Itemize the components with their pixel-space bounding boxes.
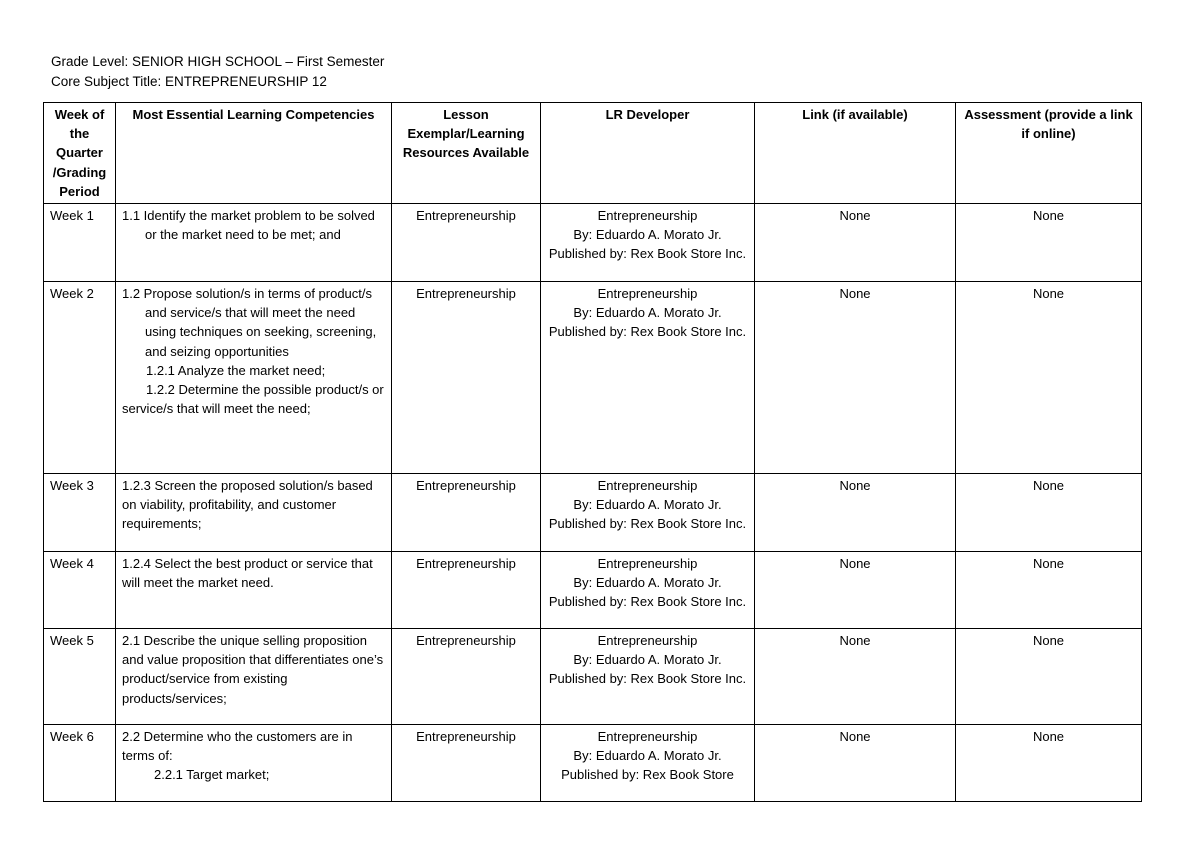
- developer-publisher: Published by: Rex Book Store Inc.: [548, 671, 747, 687]
- competency-cell: 1.2.3 Screen the proposed solution/s based on viability, profitability, and customer requirements;: [116, 474, 392, 552]
- table-row: [44, 204, 1142, 282]
- col-header-lesson: Lesson Exemplar/Learning Resources Available: [392, 103, 541, 204]
- assessment-cell: None: [956, 629, 1142, 725]
- developer-author: By: Eduardo A. Morato Jr.: [573, 575, 722, 591]
- developer-author: By: Eduardo A. Morato Jr.: [573, 748, 722, 764]
- col-header-developer: LR Developer: [541, 103, 755, 204]
- week-cell: Week 4: [44, 552, 116, 629]
- developer-cell: [541, 552, 755, 629]
- col-header-link: Link (if available): [755, 103, 956, 204]
- developer-cell: [541, 725, 755, 802]
- table-header-row: [44, 103, 1142, 204]
- document-header: [51, 52, 384, 92]
- lesson-cell: Entrepreneurship: [392, 725, 541, 802]
- developer-title: Entrepreneurship: [597, 286, 698, 302]
- link-cell: None: [755, 474, 956, 552]
- col-header-assessment: Assessment (provide a link if online): [956, 103, 1142, 204]
- table-row: [44, 629, 1142, 725]
- developer-cell: [541, 474, 755, 552]
- assessment-cell: None: [956, 282, 1142, 474]
- developer-cell: [541, 204, 755, 282]
- lesson-cell: Entrepreneurship: [392, 204, 541, 282]
- core-subject-line: Core Subject Title: ENTREPRENEURSHIP 12: [51, 74, 327, 89]
- developer-title: Entrepreneurship: [597, 208, 698, 224]
- developer-title: Entrepreneurship: [597, 729, 698, 745]
- developer-publisher: Published by: Rex Book Store: [561, 767, 734, 783]
- table-row: [44, 552, 1142, 629]
- developer-author: By: Eduardo A. Morato Jr.: [573, 227, 722, 243]
- competency-text: 1.1 Identify the market problem to be solved or the market need to be met; and: [122, 208, 375, 243]
- assessment-cell: None: [956, 552, 1142, 629]
- lesson-cell: Entrepreneurship: [392, 282, 541, 474]
- developer-publisher: Published by: Rex Book Store Inc.: [548, 594, 747, 610]
- lesson-cell: Entrepreneurship: [392, 629, 541, 725]
- link-cell: None: [755, 204, 956, 282]
- competency-cell: 2.1 Describe the unique selling proposition and value proposition that differentiates one’s product/service from existing products/services;: [116, 629, 392, 725]
- table-row: [44, 725, 1142, 802]
- competencies-table: [43, 102, 1142, 802]
- competency-text: 2.2 Determine who the customers are in terms of:: [122, 729, 353, 764]
- table-row: [44, 282, 1142, 474]
- developer-title: Entrepreneurship: [597, 556, 698, 572]
- developer-publisher: Published by: Rex Book Store Inc.: [548, 324, 747, 340]
- developer-author: By: Eduardo A. Morato Jr.: [573, 652, 722, 668]
- developer-title: Entrepreneurship: [597, 633, 698, 649]
- assessment-cell: None: [956, 725, 1142, 802]
- competency-cell: [116, 204, 392, 282]
- assessment-cell: None: [956, 204, 1142, 282]
- developer-author: By: Eduardo A. Morato Jr.: [573, 305, 722, 321]
- competency-cell: [116, 282, 392, 474]
- link-cell: None: [755, 725, 956, 802]
- developer-publisher: Published by: Rex Book Store Inc.: [548, 246, 747, 262]
- week-cell: Week 6: [44, 725, 116, 802]
- link-cell: None: [755, 552, 956, 629]
- competency-subitem: 1.2.2 Determine the possible product/s or service/s that will meet the need;: [122, 382, 384, 417]
- lesson-cell: Entrepreneurship: [392, 552, 541, 629]
- grade-level-line: Grade Level: SENIOR HIGH SCHOOL – First Semester: [51, 54, 385, 69]
- link-cell: None: [755, 629, 956, 725]
- competency-subitem: 1.2.1 Analyze the market need;: [146, 362, 326, 378]
- competency-text: 1.2 Propose solution/s in terms of product/s and service/s that will meet the need using techniques on seeking, screening, and seizing opportunities: [122, 286, 377, 359]
- link-cell: None: [755, 282, 956, 474]
- competency-cell: 1.2.4 Select the best product or service that will meet the market need.: [116, 552, 392, 629]
- week-cell: Week 2: [44, 282, 116, 474]
- week-cell: Week 3: [44, 474, 116, 552]
- table-row: [44, 474, 1142, 552]
- developer-cell: [541, 629, 755, 725]
- developer-title: Entrepreneurship: [597, 478, 698, 494]
- developer-publisher: Published by: Rex Book Store Inc.: [548, 516, 747, 532]
- week-cell: Week 1: [44, 204, 116, 282]
- assessment-cell: None: [956, 474, 1142, 552]
- competency-cell: [116, 725, 392, 802]
- week-cell: Week 5: [44, 629, 116, 725]
- col-header-competencies: Most Essential Learning Competencies: [116, 103, 392, 204]
- competency-subitem: 2.2.1 Target market;: [154, 767, 270, 783]
- developer-cell: [541, 282, 755, 474]
- col-header-week: Week of the Quarter /Grading Period: [44, 103, 116, 204]
- lesson-cell: Entrepreneurship: [392, 474, 541, 552]
- developer-author: By: Eduardo A. Morato Jr.: [573, 497, 722, 513]
